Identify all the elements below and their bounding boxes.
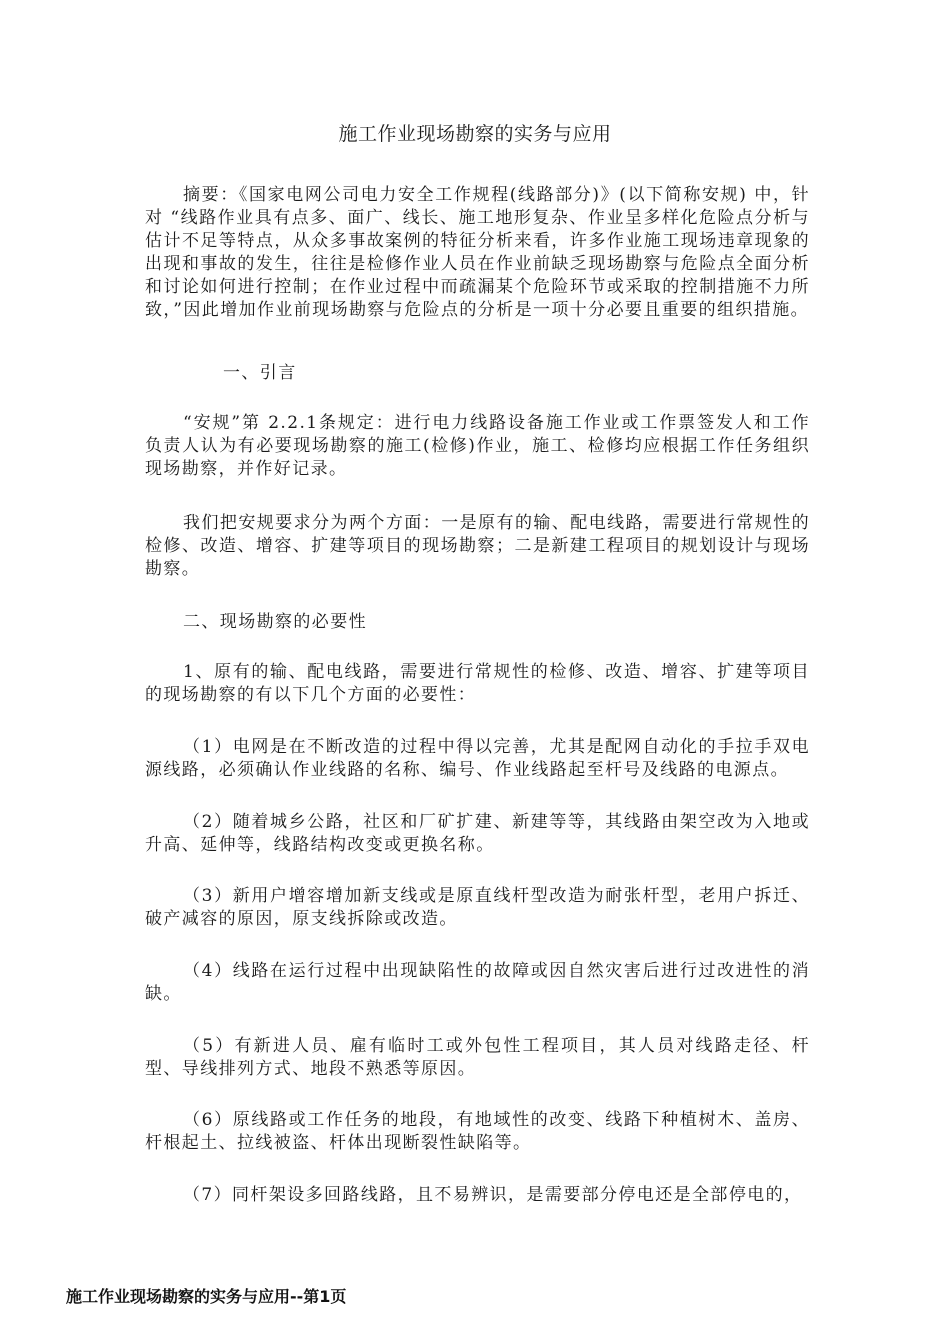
list-item: （6）原线路或工作任务的地段，有地域性的改变、线路下种植树木、盖房、杆根起土、拉线被盗、杆体出现断裂性缺陷等。 [145,1110,810,1153]
page-footer: 施工作业现场勘察的实务与应用--第1页 [66,1287,347,1306]
list-item: （1）电网是在不断改造的过程中得以完善，尤其是配网自动化的手拉手双电源线路，必须确认作业线路的名称、编号、作业线路起至杆号及线路的电源点。 [145,737,810,780]
list-item: （3）新用户增容增加新支线或是原直线杆型改造为耐张杆型，老用户拆迁、破产减容的原因，原支线拆除或改造。 [145,886,810,929]
list-item: （7）同杆架设多回路线路，且不易辨识，是需要部分停电还是全部停电的， [183,1185,803,1205]
intro-paragraph: “安规”第 2.2.1条规定：进行电力线路设备施工作业或工作票签发人和工作负责人认为有必要现场勘察的施工(检修)作业，施工、检修均应根据工作任务组织现场勘察，并作好记录。 [145,413,810,479]
requirements-paragraph: 我们把安规要求分为两个方面：一是原有的输、配电线路，需要进行常规性的检修、改造、增容、扩建等项目的现场勘察；二是新建工程项目的规划设计与现场勘察。 [145,513,810,579]
document-title: 施工作业现场勘察的实务与应用 [338,123,612,145]
abstract-paragraph: 摘要：《国家电网公司电力安全工作规程(线路部分)》(以下简称安规) 中，针对 “线路作业具有点多、面广、线长、施工地形复杂、作业呈多样化危险点分析与估计不足等特点，从众多事故案例的特征分析来看，许多作业施工现场违章现象的出现和事故的发生，往往是检修作业人员在作业前缺乏现场勘察与危险点全面分析和讨论如何进行控制；在作业过程中而疏漏某个危险环节或采取的控制措施不力所致，”因此增加作业前现场勘察与危险点的分析是一项十分必要且重要的组织措施。 [145,185,810,320]
list-item: （5）有新进人员、雇有临时工或外包性工程项目，其人员对线路走径、杆型、导线排列方式、地段不熟悉等原因。 [145,1036,810,1079]
necessity-intro-paragraph: 1、原有的输、配电线路，需要进行常规性的检修、改造、增容、扩建等项目的现场勘察的有以下几个方面的必要性： [145,662,810,705]
section-heading-necessity: 二、现场勘察的必要性 [183,612,367,632]
section-heading-introduction: 一、引言 [223,363,297,383]
list-item: （2）随着城乡公路，社区和厂矿扩建、新建等等，其线路由架空改为入地或升高、延伸等，线路结构改变或更换名称。 [145,812,810,855]
list-item: （4）线路在运行过程中出现缺陷性的故障或因自然灾害后进行过改进性的消缺。 [145,961,810,1004]
